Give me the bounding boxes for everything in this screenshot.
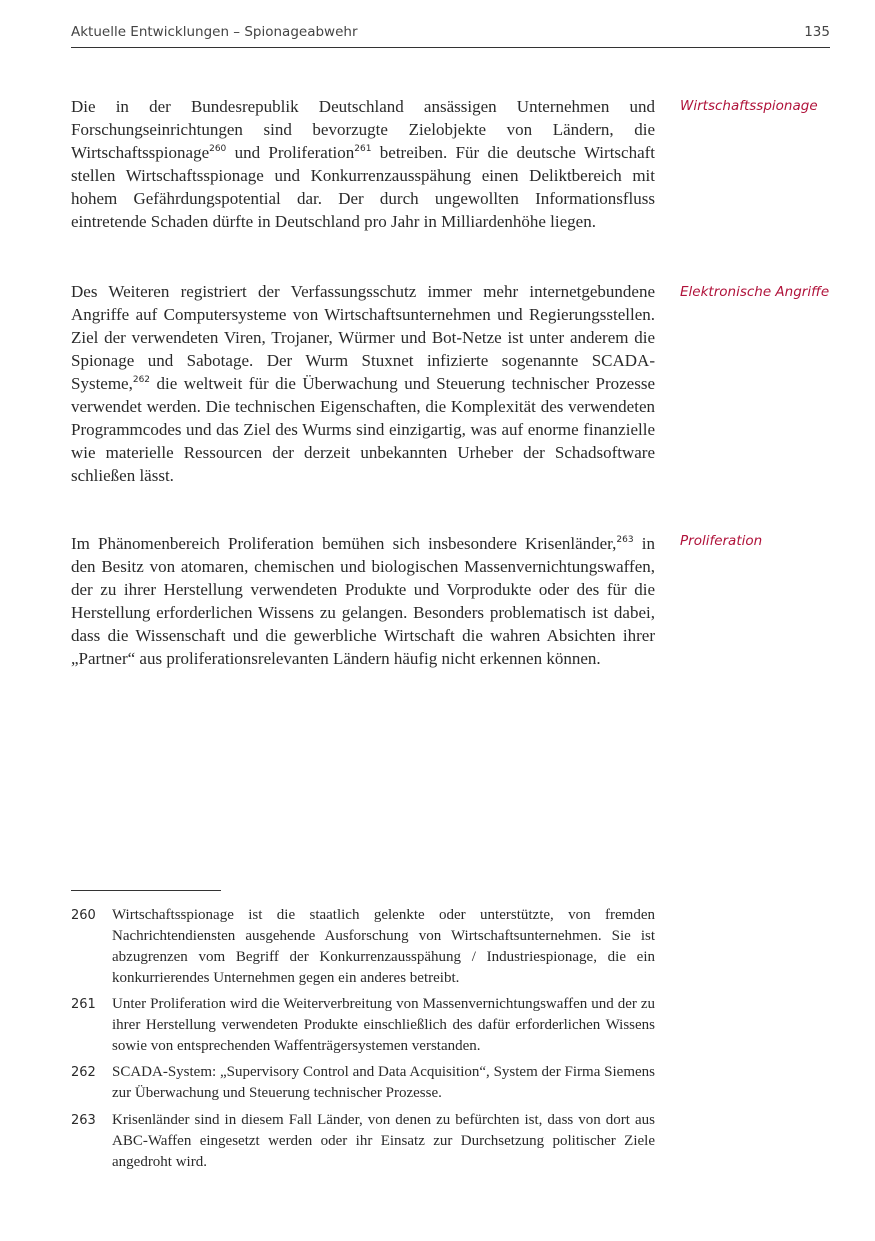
page-number: 135 bbox=[804, 24, 830, 40]
margin-note-proliferation: Proliferation bbox=[680, 533, 763, 549]
footnote-263 bbox=[71, 1110, 655, 1173]
footnote-divider bbox=[71, 890, 221, 891]
footnote-text: Wirtschaftsspionage ist die staatlich gelenkte oder unterstützte, von fremden Nachrichtendiensten ausgehende Ausforschung von Wirtschaftsunternehmen. Sie ist abzugrenzen vom Begriff der Konkurrenzausspähung / Industriespionage, die ein konkurrierendes Unternehmen gegen ein anderes betreibt. bbox=[112, 907, 655, 986]
footnote-260 bbox=[71, 905, 655, 989]
footnote-ref-262[interactable]: 262 bbox=[132, 375, 151, 385]
footnote-ref-263[interactable]: 263 bbox=[616, 535, 634, 545]
footnote-text: Krisenländer sind in diesem Fall Länder, von denen zu befürchten ist, dass von dort aus ABC-Waffen eingesetzt werden oder ihr Einsatz zur Durchsetzung politischer Ziele angedroht wird. bbox=[112, 1112, 655, 1170]
margin-note-elektronische-angriffe: Elektronische Angriffe bbox=[680, 284, 830, 300]
paragraph-proliferation: Im Phänomenbereich Proliferation bemühen sich insbesondere Krisenländer,$^{263}$ in den Besitz von atomaren, chemischen und biologischen Massenvernichtungswaffen, der zu ihrer Herstellung verwendeten Produkte und Vorprodukte oder des für die Herstellung erforderlichen Wissens zu gelangen. Besonders problematisch ist dabei, dass die Wissenschaft und die gewerbliche Wirtschaft die wahren Absichten ihrer „Partner“ aus proliferationsrelevanten Ländern häufig nicht erkennen können. bbox=[71, 534, 655, 668]
header-title: Aktuelle Entwicklungen – Spionageabwehr bbox=[71, 24, 358, 40]
footnote-number: 263 bbox=[71, 1113, 96, 1128]
footnote-number: 262 bbox=[71, 1065, 96, 1080]
footnote-number: 260 bbox=[71, 908, 96, 923]
footnote-262 bbox=[71, 1062, 655, 1104]
footnote-text: SCADA-System: „Supervisory Control and Data Acquisition“, System der Firma Siemens zur Überwachung und Steuerung technischer Prozesse. bbox=[112, 1064, 655, 1101]
paragraph-elektronische-angriffe: Des Weiteren registriert der Verfassungsschutz immer mehr internetgebundene Angriffe auf Computersysteme von Wirtschaftsunternehmen und Regierungsstellen. Ziel der verwendeten Viren, Trojaner, Würmer und Bot-Netze ist unter anderem die Spionage und Sabotage. Der Wurm Stuxnet infizierte sogenannte SCADA-Systeme,$^{262}$ die weltweit für die Überwachung und Steuerung technischer Prozesse verwendet werden. Die technischen Eigenschaften, die Komplexität des verwendeten Programmcodes und das Ziel des Wurms sind einzigartig, was auf enorme finanzielle wie materielle Ressourcen der derzeit unbekannten Urheber der Schadsoftware schließen lässt. bbox=[71, 282, 655, 485]
footnote-number: 261 bbox=[71, 997, 96, 1012]
footnote-261 bbox=[71, 994, 655, 1057]
margin-note-wirtschaftsspionage: Wirtschaftsspionage bbox=[680, 98, 818, 114]
running-header bbox=[71, 22, 830, 48]
footnote-text: Unter Proliferation wird die Weiterverbreitung von Massenvernichtungswaffen und der zu ihrer Herstellung verwendeten Produkte einschließlich des dafür erforderlichen Wissens sowie von entsprechenden Waffenträgersystemen verstanden. bbox=[112, 996, 655, 1054]
footnote-ref-261[interactable]: 261 bbox=[354, 144, 372, 154]
paragraph-wirtschaftsspionage: Die in der Bundesrepublik Deutschland ansässigen Unternehmen und Forschungseinrichtungen sind bevorzugte Zielobjekte von Ländern, die Wirtschaftsspionage$^{260}$ und Proliferation$^{261}$ betreiben. Für die deutsche Wirtschaft stellen Wirtschaftsspionage und Konkurrenzausspähung einen Deliktbereich mit hohem Gefährdungspotential dar. Der durch ungewollten Informationsfluss eintretende Schaden dürfte in Deutschland pro Jahr in Milliardenhöhe liegen. bbox=[71, 97, 656, 231]
footnote-ref-260[interactable]: 260 bbox=[209, 144, 227, 154]
